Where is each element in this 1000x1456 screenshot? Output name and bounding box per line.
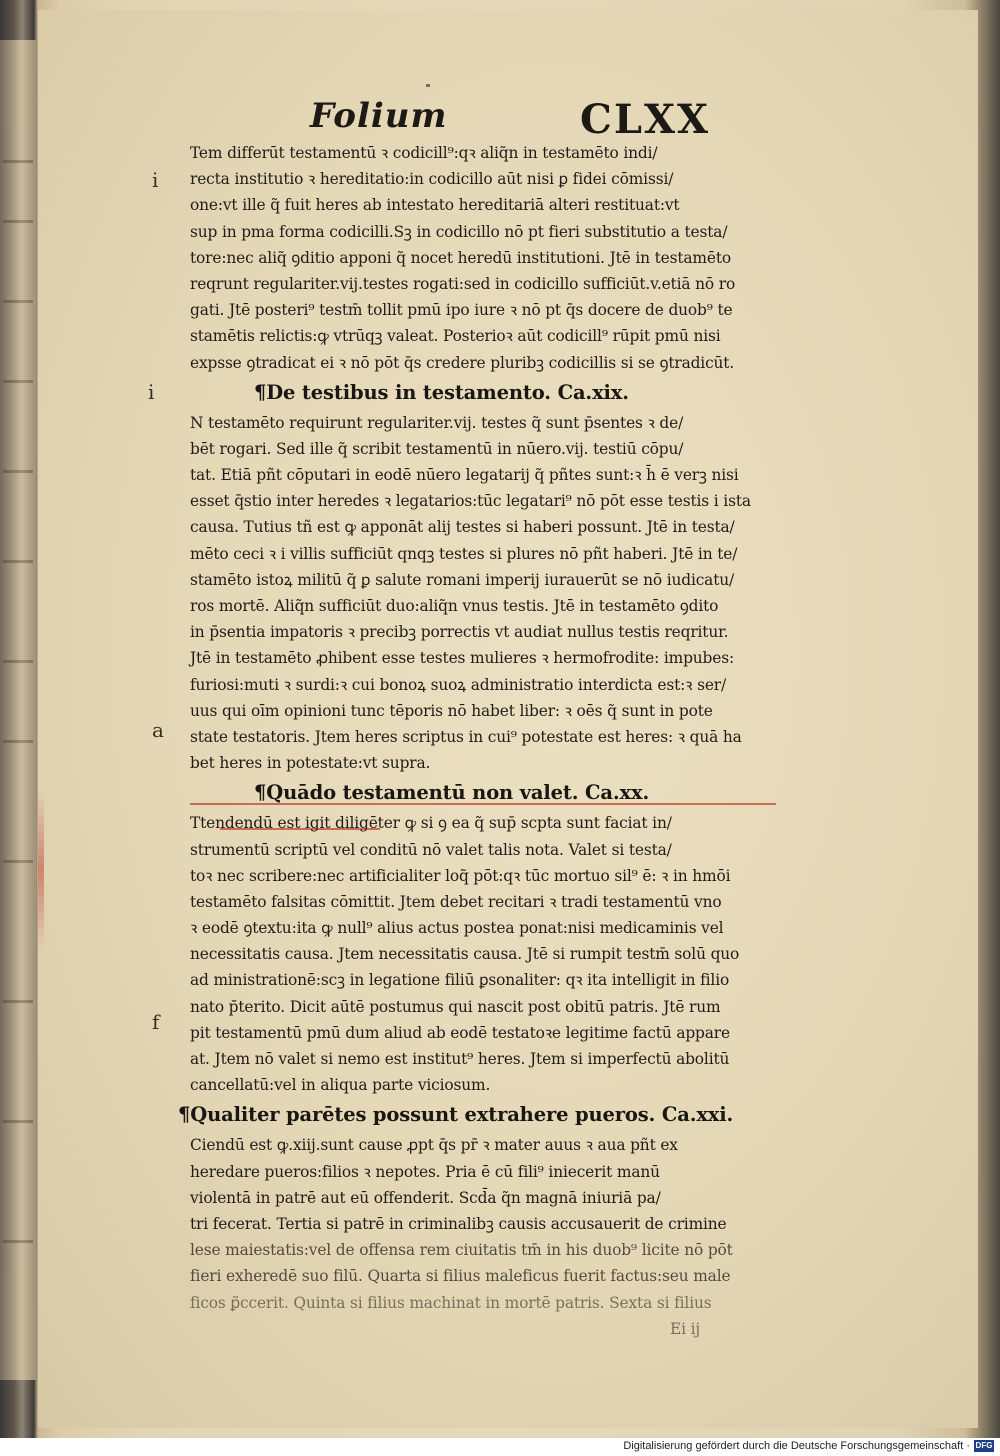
body-text (178, 140, 800, 1342)
text-line: one:vt ille q̃ fuit heres ab intestato hereditariā alteri restituat:vt (190, 196, 680, 215)
chapter-heading: ¶Quādo testamentū non valet. Ca.xx. (254, 781, 650, 805)
funding-credit: Digitalisierung gefördert durch die Deutsche Forschungsgemeinschaft · (623, 1440, 970, 1452)
folio-number: CLXX (580, 96, 711, 143)
margin-letter: f (152, 1010, 160, 1034)
text-line: state testatoris. Jtem heres scriptus in cui⁹ potestate est heres: ꝛ quā ha (190, 727, 742, 746)
text-line: tore:nec aliq̃ ꝯditio apponi q̃ nocet heredū institutioni. Jtē in testamēto (190, 248, 731, 267)
text-line: ficos ꝑ̃ccerit. Quinta si filius machinat in mortē patris. Sexta si filius (190, 1293, 712, 1312)
text-line: N testamēto requirunt regulariter.vij. testes q̃ sunt p̄sentes ꝛ de/ (190, 413, 684, 432)
red-margin-mark (38, 790, 44, 950)
text-line: tri fecerat. Tertia si patrē in criminalibꝫ causis accusauerit de crimine (190, 1214, 727, 1233)
text-line: furiosi:muti ꝛ surdi:ꝛ cui bonoꝝ suoꝝ administratio interdicta est:ꝛ ser/ (190, 675, 727, 694)
chapter-heading: ¶De testibus in testamento. Ca.xix. (254, 380, 629, 404)
text-line: mēto ceci ꝛ i villis sufficiūt qnqꝫ testes si plures nō pñt haberi. Jtē in te/ (190, 544, 738, 563)
adjacent-page-edge (0, 40, 36, 1380)
dfg-logo: DFG (975, 1441, 993, 1450)
text-line: causa. Tutius tñ est ꝙ apponāt alij testes si haberi possunt. Jtē in testa/ (190, 518, 735, 537)
text-line: Ciendū est ꝙ.xiij.sunt cause ꝓpt q̄s pr̄ ꝛ mater auus ꝛ aua pñt ex (190, 1136, 678, 1155)
printer-mark (426, 84, 430, 87)
text-line: Jtē in testamēto ꝓhibent esse testes mulieres ꝛ hermofrodite: impubes: (190, 649, 734, 668)
folio-word: Folium (310, 96, 448, 136)
text-line: in p̄sentia impatoris ꝛ precibꝫ porrectis vt audiat nullus testis reqritur. (190, 623, 729, 642)
text-line: stamēto istoꝝ militū q̃ ꝑ salute romani imperij iurauerūt se nō iudicatu/ (190, 570, 735, 589)
text-line: ad ministrationē:scꝫ in legatione filiū ꝑsonaliter: qꝛ ita intelligit in filio (190, 971, 730, 990)
footer-bar (0, 1438, 1000, 1456)
text-line: cancellatū:vel in aliqua parte viciosum. (190, 1076, 491, 1095)
text-line: toꝛ nec scribere:nec artificialiter loq̃ pōt:qꝛ tūc mortuo sil⁹ ē: ꝛ in hmōi (190, 866, 731, 885)
text-line: gati. Jtē posteri⁹ testm̄ tollit pmū ipo iure ꝛ nō pt q̄s docere de duob⁹ te (190, 301, 733, 320)
text-line: ros mortē. Aliq̃n sufficiūt duo:aliq̃n vnus testis. Jtē in testamēto ꝯdito (190, 597, 719, 615)
text-line: sup in pma forma codicilli.Sꝫ in codicillo nō pt fieri substitutio a testa/ (190, 222, 728, 241)
text-line: Ttendendū est igit diligēter ꝙ si ꝯ ea q̃ sup̄ scpta sunt faciat in/ (190, 814, 672, 833)
text-line: testamēto falsitas cōmittit. Jtem debet recitari ꝛ tradi testamentū vno (190, 892, 722, 911)
margin-letter: a (152, 718, 164, 742)
text-line: recta institutio ꝛ hereditatio:in codicillo aūt nisi ꝑ fidei cōmissi/ (190, 170, 674, 189)
text-line: at. Jtem nō valet si nemo est institut⁹ heres. Jtem si imperfectū abolitū (190, 1050, 730, 1068)
text-line: bēt rogari. Sed ille q̃ scribit testamentū in nūero.vij. testiū cōpu/ (190, 439, 684, 458)
text-line: bet heres in potestate:vt supra. (190, 754, 431, 773)
text-line: reqrunt regulariter.vij.testes rogati:sed in codicillo sufficiūt.v.etiā nō ro (190, 274, 736, 293)
text-line: strumentū scriptū vel conditū nō valet talis nota. Valet si testa/ (190, 840, 672, 859)
text-line: stamētis relictis:ꝙ vtrūqꝫ valeat. Posterioꝛ aūt codicill⁹ rūpit pmū nisi (190, 327, 721, 346)
text-line: expsse ꝯtradicat ei ꝛ nō pōt q̄s credere pluribꝫ codicillis si se ꝯtradicūt. (190, 353, 735, 372)
text-line: pit testamentū pmū dum aliud ab eodē testatoꝛe legitime factū appare (190, 1023, 730, 1042)
margin-letter: i (152, 168, 159, 192)
text-line: tat. Etiā pñt cōputari in eodē nūero legatarij q̃ pñtes sunt:ꝛ h̄ ē verꝫ nisi (190, 466, 739, 485)
chapter-heading: ¶Qualiter parētes possunt extrahere pueros. Ca.xxi. (178, 1103, 734, 1127)
text-line: heredare pueros:filios ꝛ nepotes. Pria ē cū fili⁹ iniecerit manū (190, 1162, 660, 1181)
text-line: Tem differūt testamentū ꝛ codicill⁹:qꝛ aliq̃n in testamēto indi/ (190, 144, 658, 162)
text-line: esset q̄stio inter heredes ꝛ legatarios:tūc legatari⁹ nō pōt esse testis i ista (190, 492, 751, 511)
signature-mark: Ei ij (670, 1319, 700, 1338)
text-line: uus qui oīm opinioni tunc tēporis nō habet liber: ꝛ oēs q̃ sunt in pote (190, 701, 713, 720)
text-line: nato p̄terito. Dicit aūtē postumus qui nascit post obitū patris. Jtē rum (190, 997, 721, 1016)
text-line: fieri exheredē suo filū. Quarta si filius maleficus fuerit factus:seu male (190, 1267, 731, 1286)
text-line: necessitatis causa. Jtem necessitatis causa. Jtē si rumpit testm̄ solū quo (190, 945, 740, 964)
margin-letter: i (148, 380, 155, 404)
text-line: lese maiestatis:vel de offensa rem ciuitatis tm̄ in his duob⁹ licite nō pōt (190, 1241, 733, 1260)
text-line: ꝛ eodē ꝯtextu:ita ꝙ null⁹ alius actus postea ponat:nisi medicaminis vel (190, 919, 724, 938)
text-line: violentā in patrē aut eū offenderit. Scd̄a q̃n magnā iniuriā pa/ (190, 1188, 661, 1207)
